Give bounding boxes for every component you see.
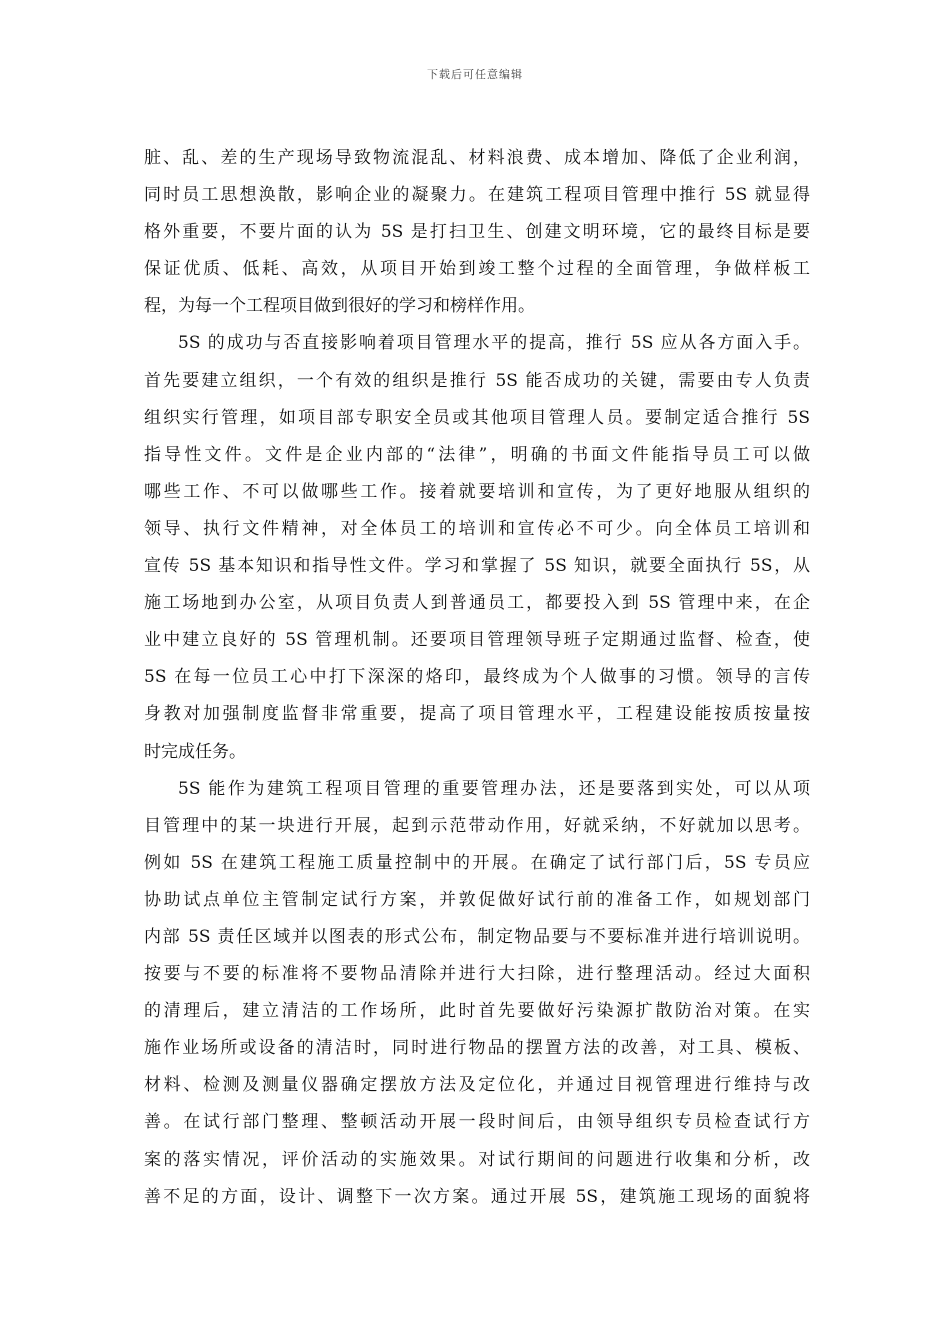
text-line: 身教对加强制度监督非常重要，提高了项目管理水平，工程建设能按质按量按 bbox=[144, 704, 810, 725]
paragraph-first-line: 5S 能作为建筑工程项目管理的重要管理办法，还是要落到实处，可以从项 bbox=[178, 778, 810, 799]
text-line: 的清理后，建立清洁的工作场所，此时首先要做好污染源扩散防治对策。在实 bbox=[144, 1001, 810, 1022]
text-line: 领导、执行文件精神，对全体员工的培训和宣传必不可少。向全体员工培训和 bbox=[144, 518, 810, 539]
text-line: 5S 在每一位员工心中打下深深的烙印，最终成为个人做事的习惯。领导的言传 bbox=[144, 667, 810, 688]
text-line: 脏、乱、差的生产现场导致物流混乱、材料浪费、成本增加、降低了企业利润， bbox=[144, 148, 810, 168]
text-line: 善不足的方面，设计、调整下一次方案。通过开展 5S，建筑施工现场的面貌将 bbox=[144, 1186, 810, 1207]
text-line: 材料、检测及测量仪器确定摆放方法及定位化，并通过目视管理进行维持与改 bbox=[144, 1075, 810, 1096]
paragraph-first-line: 5S 的成功与否直接影响着项目管理水平的提高，推行 5S 应从各方面入手。 bbox=[178, 333, 810, 354]
text-line: 程，为每一个工程项目做到很好的学习和榜样作用。 bbox=[144, 296, 535, 317]
text-line: 指导性文件。文件是企业内部的“法律”，明确的书面文件能指导员工可以做 bbox=[144, 444, 810, 465]
text-line: 目管理中的某一块进行开展，起到示范带动作用，好就采纳，不好就加以思考。 bbox=[144, 815, 810, 836]
text-line: 宣传 5S 基本知识和指导性文件。学习和掌握了 5S 知识，就要全面执行 5S，从 bbox=[144, 556, 810, 577]
text-line: 同时员工思想涣散，影响企业的凝聚力。在建筑工程项目管理中推行 5S 就显得 bbox=[144, 185, 810, 206]
text-line: 协助试点单位主管制定试行方案，并敦促做好试行前的准备工作，如规划部门 bbox=[144, 889, 810, 910]
text-line: 例如 5S 在建筑工程施工质量控制中的开展。在确定了试行部门后，5S 专员应 bbox=[144, 852, 810, 873]
page-header: 下载后可任意编辑 bbox=[427, 68, 523, 81]
text-line: 业中建立良好的 5S 管理机制。还要项目管理领导班子定期通过监督、检查，使 bbox=[144, 630, 810, 651]
text-line: 案的落实情况，评价活动的实施效果。对试行期间的问题进行收集和分析，改 bbox=[144, 1149, 810, 1170]
text-line: 首先要建立组织，一个有效的组织是推行 5S 能否成功的关键，需要由专人负责 bbox=[144, 370, 810, 391]
text-line: 时完成任务。 bbox=[144, 741, 246, 762]
document-body bbox=[144, 140, 810, 1216]
text-line: 善。在试行部门整理、整顿活动开展一段时间后，由领导组织专员检查试行方 bbox=[144, 1112, 810, 1133]
text-line: 组织实行管理，如项目部专职安全员或其他项目管理人员。要制定适合推行 5S bbox=[144, 407, 810, 428]
text-line: 施作业场所或设备的清洁时，同时进行物品的摆置方法的改善，对工具、模板、 bbox=[144, 1038, 810, 1059]
text-line: 哪些工作、不可以做哪些工作。接着就要培训和宣传，为了更好地服从组织的 bbox=[144, 481, 810, 502]
text-line: 按要与不要的标准将不要物品清除并进行大扫除，进行整理活动。经过大面积 bbox=[144, 964, 810, 985]
text-line: 施工场地到办公室，从项目负责人到普通员工，都要投入到 5S 管理中来，在企 bbox=[144, 593, 810, 614]
text-line: 内部 5S 责任区域并以图表的形式公布，制定物品要与不要标准并进行培训说明。 bbox=[144, 926, 810, 947]
text-line: 保证优质、低耗、高效，从项目开始到竣工整个过程的全面管理，争做样板工 bbox=[144, 259, 810, 280]
text-line: 格外重要，不要片面的认为 5S 是打扫卫生、创建文明环境，它的最终目标是要 bbox=[144, 222, 810, 243]
